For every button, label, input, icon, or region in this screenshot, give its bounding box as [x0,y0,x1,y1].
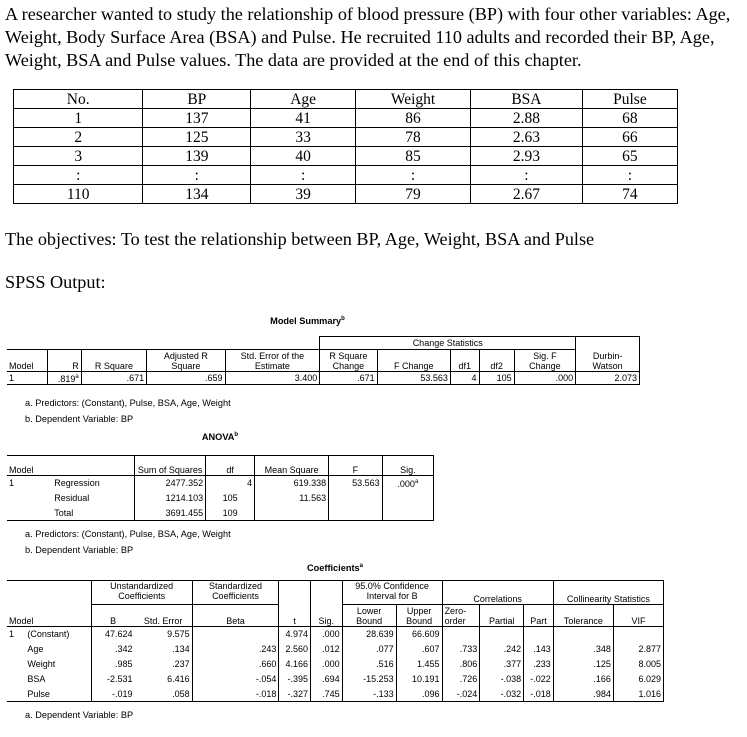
ms-col-adjrsq: Adjusted R Square [147,350,225,372]
cell: -15.253 [342,672,396,687]
cell: 2.67 [471,185,583,204]
cell: 3 [14,147,143,166]
cell [382,506,433,521]
cell: 4.974 [279,627,311,642]
cell [524,627,554,642]
cell: 2.560 [279,642,311,657]
cell [480,627,524,642]
cell: BSA [27,674,46,684]
cell: Regression [54,478,100,489]
cell: 2 [14,128,143,147]
anova-col-model: Model [7,456,46,476]
coef-col-beta: Beta [192,605,279,627]
cell: 10.191 [396,672,442,687]
cell: .000$^a$ [382,476,433,491]
cell: 1.455 [396,657,442,672]
cell: 86 [356,109,471,128]
cell: 9.575 [167,629,190,640]
cell [329,506,383,521]
cell: 4 [450,372,479,385]
cell: .242 [480,642,524,657]
cell: -.018 [524,687,554,702]
header-age: Age [251,90,356,109]
cell [382,491,433,506]
coef-col-lower: Lower Bound [342,605,396,627]
cell: 66.609 [396,627,442,642]
cell: 109 [206,506,255,521]
cell: 79 [356,185,471,204]
cell: .096 [396,687,442,702]
cell: 4 [206,476,255,491]
cell: Total [46,506,134,521]
anova-note-a: a. Predictors: (Constant), Pulse, BSA, Age, Weight [25,529,231,539]
cell: : [582,166,677,185]
cell: 11.563 [255,491,329,506]
ms-col-rsq: R Square [81,350,146,372]
ms-col-sigf: Sig. F Change [514,350,576,372]
cell: : [471,166,583,185]
table-row [7,687,664,702]
cell: 1214.103 [135,491,206,506]
model-summary-note-b: b. Dependent Variable: BP [25,414,134,424]
table-row [7,627,664,642]
cell: .660 [192,657,279,672]
cell: 134 [143,185,251,204]
cell: .012 [310,642,342,657]
cell: .077 [342,642,396,657]
cell: 3.400 [225,372,320,385]
cell: .125 [553,657,613,672]
cell: 41 [251,109,356,128]
cell: : [251,166,356,185]
cell: -.019 [91,687,134,702]
cell: .694 [310,672,342,687]
cell: .819$^a$ [47,372,81,385]
coef-col-sig: Sig. [310,605,342,627]
cell: .745 [310,687,342,702]
table-row [7,657,664,672]
ms-col-dw: Durbin-Watson [576,350,640,372]
cell [255,506,329,521]
table-row [14,166,678,185]
cell: 68 [582,109,677,128]
table-row [7,642,664,657]
cell: .058 [135,687,193,702]
cell: 2.63 [471,128,583,147]
cell: .243 [192,642,279,657]
cell: 85 [356,147,471,166]
coef-col-b: B [91,605,134,627]
cell: 1 [9,629,15,640]
cell: : [14,166,143,185]
cell: -.054 [192,672,279,687]
cell: 3691.455 [135,506,206,521]
coef-col-model: Model [7,605,91,627]
coef-col-zero: Zero-order [442,605,480,627]
cell: 74 [582,185,677,204]
group-confidence-interval: 95.0% Confidence Interval for B [342,581,442,605]
table-row [7,476,434,491]
cell: .671 [81,372,146,385]
cell: .134 [172,644,190,654]
ms-col-fchange: F Change [377,350,450,372]
group-collinearity: Collinearity Statistics [553,581,663,605]
cell: .233 [524,657,554,672]
objectives-text: The objectives: To test the relationship between BP, Age, Weight, BSA and Pulse [5,229,595,249]
group-standardized: Standardized Coefficients [192,581,279,605]
ms-col-stderr: Std. Error of the Estimate [225,350,320,372]
cell: 2.073 [576,372,640,385]
anova-col-ms: Mean Square [255,456,329,476]
cell: 4.166 [279,657,311,672]
anova-col-sig: Sig. [382,456,433,476]
cell: 2.877 [613,642,663,657]
data-table-header [14,90,678,109]
cell: .342 [91,642,134,657]
ms-col-df1: df1 [450,350,479,372]
group-correlations: Correlations [442,581,553,605]
header-bsa: BSA [471,90,583,109]
cell: Residual [54,493,90,503]
cell: 39 [251,185,356,204]
cell: 33 [251,128,356,147]
cell: 105 [206,491,255,506]
anova-col-df: df [206,456,255,476]
cell: .000 [514,372,576,385]
cell: -.038 [480,672,524,687]
anova-table [7,455,434,521]
cell: 66 [582,128,677,147]
table-row [14,128,678,147]
cell: -.032 [480,687,524,702]
cell: : [143,166,251,185]
cell: .806 [442,657,480,672]
cell: 8.005 [613,657,663,672]
cell: .516 [342,657,396,672]
table-row [7,491,434,506]
cell: .659 [147,372,225,385]
cell: -.395 [279,672,311,687]
coefficients-table [7,580,664,702]
cell: 139 [143,147,251,166]
cell: .000 [310,627,342,642]
coef-col-se: Std. Error [135,605,193,627]
coefficients-note-a: a. Dependent Variable: BP [25,710,134,720]
cell [442,627,480,642]
cell: -.327 [279,687,311,702]
header-bp: BP [143,90,251,109]
change-statistics-header: Change Statistics [320,337,576,350]
cell: .166 [553,672,613,687]
coef-col-partial: Partial [480,605,524,627]
ms-col-r: R [47,350,81,372]
cell: 1 [14,109,143,128]
anova-title: ANOVA$^b$ [201,432,239,443]
cell: 6.029 [613,672,663,687]
cell: 110 [14,185,143,204]
cell: .000 [310,657,342,672]
cell: -.022 [524,672,554,687]
cell: 40 [251,147,356,166]
cell: : [356,166,471,185]
cell: 137 [143,109,251,128]
cell: 53.563 [329,476,383,491]
cell [329,491,383,506]
cell: 2477.352 [135,476,206,491]
cell: 28.639 [342,627,396,642]
cell: 47.624 [91,627,134,642]
cell: .984 [553,687,613,702]
intro-paragraph: A researcher wanted to study the relationship of blood pressure (BP) with four other variables: Age, Weight, Body Surface Area (BSA) and Pulse. He recruited 110 adults and recorded their BP, Age, Weight, BSA and Pulse values. The data are provided at the end of this chapter. [5,4,731,70]
cell: .985 [91,657,134,672]
cell [613,627,663,642]
anova-col-blank [46,456,134,476]
anova-note-b: b. Dependent Variable: BP [25,545,134,555]
cell: 619.338 [255,476,329,491]
cell: Weight [27,659,56,669]
cell: .726 [442,672,480,687]
cell: .348 [553,642,613,657]
cell: 2.88 [471,109,583,128]
cell: 1 [9,478,15,489]
cell: .671 [320,372,377,385]
cell [553,627,613,642]
data-table [13,89,678,204]
model-summary-note-a: a. Predictors: (Constant), Pulse, BSA, Age, Weight [25,398,231,408]
cell [192,627,279,642]
table-row [7,372,640,385]
model-summary-table [7,336,640,385]
coef-col-vif: VIF [613,605,663,627]
coef-col-tolerance: Tolerance [553,605,613,627]
table-row [7,506,434,521]
cell: 78 [356,128,471,147]
cell: 65 [582,147,677,166]
cell: .143 [524,642,554,657]
cell: (Constant) [27,629,70,640]
cell: 1.016 [613,687,663,702]
anova-col-f: F [329,456,383,476]
cell: 53.563 [377,372,450,385]
table-row [14,147,678,166]
cell: 6.416 [167,674,190,684]
cell: -.133 [342,687,396,702]
cell: -.024 [442,687,480,702]
cell: 125 [143,128,251,147]
cell: .733 [442,642,480,657]
coef-col-part: Part [524,605,554,627]
header-weight: Weight [356,90,471,109]
model-summary-title: Model Summary$^b$ [270,316,345,327]
table-row [14,185,678,204]
cell: -.018 [192,687,279,702]
cell: .607 [396,642,442,657]
cell: 105 [479,372,514,385]
ms-col-model: Model [7,350,47,372]
cell: Age [27,644,44,654]
group-unstandardized: Unstandardized Coefficients [91,581,192,605]
coef-col-t: t [279,605,311,627]
cell: .237 [172,659,190,669]
cell: .377 [480,657,524,672]
cell: 1 [7,372,47,385]
ms-col-rsqchange: R Square Change [320,350,377,372]
table-row [14,109,678,128]
header-no: No. [14,90,143,109]
coef-col-upper: Upper Bound [396,605,442,627]
table-row [7,672,664,687]
cell: Pulse [25,687,91,702]
ms-col-df2: df2 [479,350,514,372]
anova-col-ss: Sum of Squares [135,456,206,476]
cell: -2.531 [91,672,134,687]
cell: 2.93 [471,147,583,166]
coefficients-title: Coefficients$^a$ [307,563,363,574]
spss-output-label: SPSS Output: [5,272,106,292]
header-pulse: Pulse [582,90,677,109]
